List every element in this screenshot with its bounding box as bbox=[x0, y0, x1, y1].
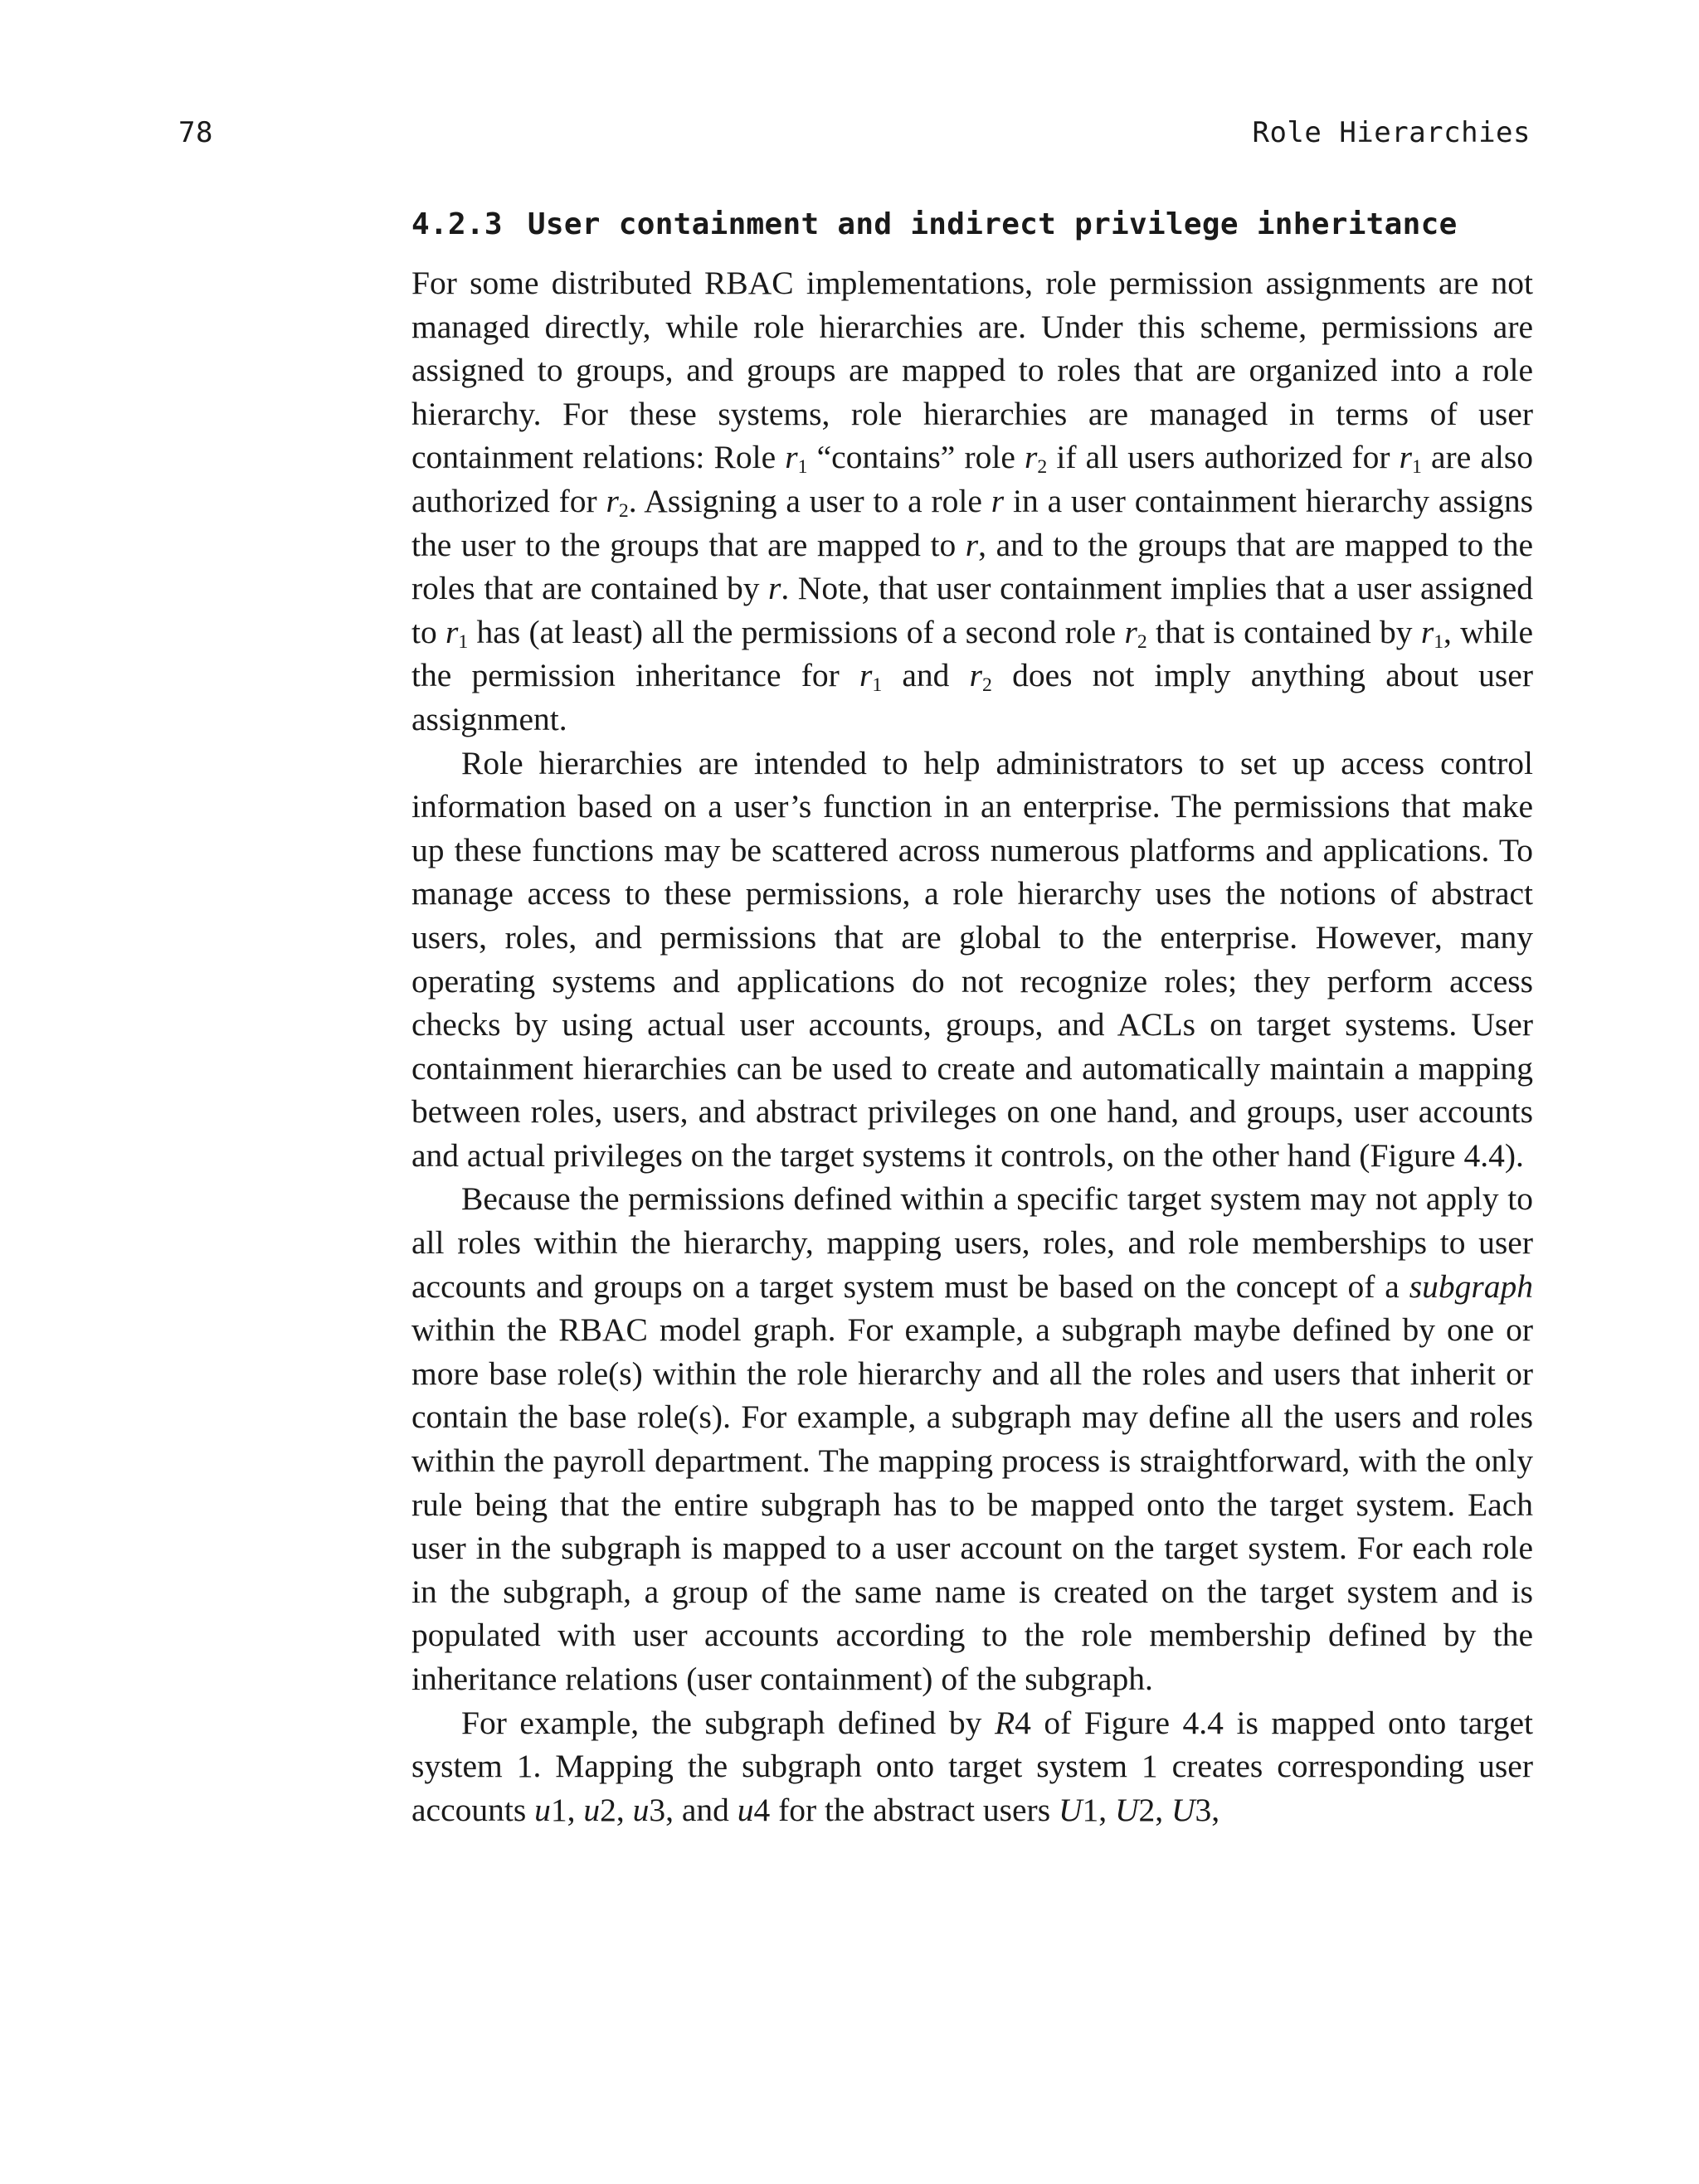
paragraph-3: Because the permissions defined within a specific target system may not apply to all roles within the hierarchy, mapping users, roles, and role memberships to user accounts and groups on a target system must be based on the concept of a subgraph within the RBAC model graph. For example, a subgraph maybe defined by one or more base role(s) within the role hierarchy and all the roles and users that inherit or contain the base role(s). For example, a subgraph may define all the users and roles within the payroll department. The mapping process is straightforward, with the only rule being that the entire subgraph has to be mapped onto the target system. Each user in the subgraph is mapped to a user account on the target system. For each role in the subgraph, a group of the same name is created on the target system and is populated with user accounts according to the role membership defined by the inheritance relations (user containment) of the subgraph. bbox=[411, 1180, 1533, 1697]
paragraph-4: For example, the subgraph defined by R4 of Figure 4.4 is mapped onto target system 1. Mapping the subgraph onto target system 1 creates corresponding user accounts u1, u2, u3, and u4 for the abstract users U1, U2, U3, bbox=[411, 1704, 1533, 1828]
running-title: Role Hierarchies bbox=[1252, 116, 1531, 149]
section-heading bbox=[411, 207, 1533, 241]
page-number: 78 bbox=[178, 116, 213, 149]
section-title: User containment and indirect privilege inheritance bbox=[527, 207, 1458, 241]
section-number: 4.2.3 bbox=[411, 207, 503, 241]
paragraph-2: Role hierarchies are intended to help administrators to set up access control information based on a user’s function in an enterprise. The permissions that make up these functions may be scattered across numerous platforms and applications. To manage access to these permissions, a role hierarchy uses the notions of abstract users, roles, and permissions that are global to the enterprise. However, many operating systems and applications do not recognize roles; they perform access checks by using actual user accounts, groups, and ACLs on target systems. User containment hierarchies can be used to create and automatically maintain a mapping between roles, users, and abstract privileges on one hand, and groups, user accounts and actual privileges on the target systems it controls, on the other hand (Figure 4.4). bbox=[411, 744, 1533, 1174]
page-body bbox=[411, 207, 1533, 1831]
running-head bbox=[178, 116, 1531, 158]
paragraph-1: For some distributed RBAC implementations, role permission assignments are not managed directly, while role hierarchies are. Under this scheme, permissions are assigned to groups, and groups are mapped to roles that are organized into a role hierarchy. For these systems, role hierarchies are managed in terms of user containment relations: Role $r_1$ “contains” role $r_2$ if all users authorized for $r_1$ are also authorized for $r_2$. Assigning a user to a role r in a user containment hierarchy assigns the user to the groups that are mapped to r, and to the groups that are mapped to the roles that are contained by r. Note, that user containment implies that a user assigned to $r_1$ has (at least) all the permissions of a second role $r_2$ that is contained by $r_1$, while the permission inheritance for $r_1$ and $r_2$ does not imply anything about user assignment. bbox=[411, 265, 1534, 737]
emphasis-subgraph: subgraph bbox=[1409, 1267, 1533, 1305]
